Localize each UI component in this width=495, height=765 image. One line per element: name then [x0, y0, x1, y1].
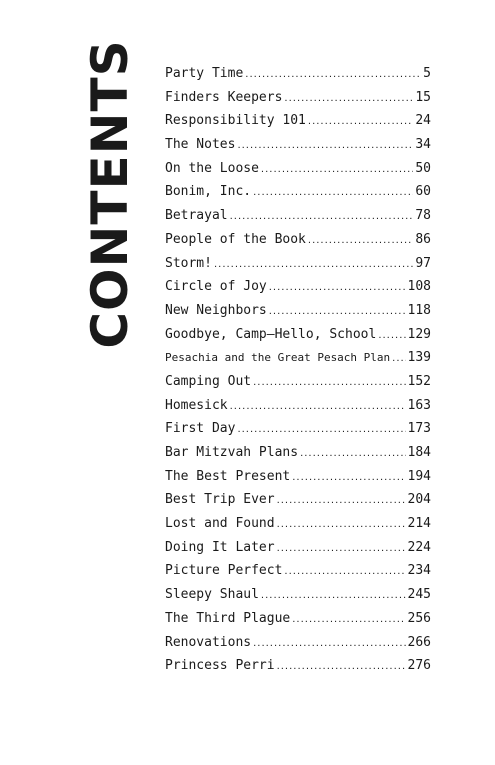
toc-entry-title: The Notes	[165, 137, 236, 153]
toc-entry-title: Betrayal	[165, 208, 228, 224]
toc-entry	[165, 441, 431, 465]
toc-entry-title: Renovations	[165, 634, 252, 650]
dot-leader	[230, 205, 414, 229]
toc-entry	[165, 228, 431, 252]
dot-leader	[253, 371, 405, 395]
dot-leader	[269, 300, 406, 324]
toc-entry	[165, 583, 431, 607]
toc-entry	[165, 417, 431, 441]
toc-entry	[165, 275, 431, 299]
toc-entry-page: 97	[415, 255, 431, 271]
toc-entry-title: Picture Perfect	[165, 563, 283, 579]
toc-entry-page: 129	[407, 326, 431, 342]
toc-entry-title: Sleepy Shaul	[165, 587, 259, 603]
dot-leader	[253, 181, 413, 205]
toc-entry-title: New Neighbors	[165, 302, 267, 318]
toc-entry-title: On the Loose	[165, 160, 259, 176]
dot-leader	[230, 395, 406, 419]
toc-entry	[165, 536, 431, 560]
dot-leader	[277, 655, 406, 679]
toc-entry-page: 184	[407, 445, 431, 460]
dot-leader	[392, 347, 405, 371]
toc-entry-page: 34	[415, 137, 431, 153]
toc-entry-page: 139	[407, 350, 431, 366]
dot-leader	[277, 489, 406, 513]
dot-leader	[277, 513, 406, 537]
toc-entry-title: Doing It Later	[165, 539, 275, 555]
dot-leader	[237, 418, 405, 442]
dot-leader	[269, 276, 406, 300]
toc-entry-title: Pesachia and the Great Pesach Plan	[165, 351, 391, 365]
toc-entry	[165, 62, 431, 86]
toc-entry-title: Lost and Found	[165, 516, 275, 532]
table-of-contents	[165, 62, 431, 678]
toc-entry-title: Best Trip Ever	[165, 492, 275, 508]
dot-leader	[245, 63, 421, 87]
toc-entry-title: People of the Book	[165, 231, 306, 247]
toc-entry-title: Circle of Joy	[165, 279, 267, 295]
toc-entry-page: 5	[423, 66, 431, 81]
toc-entry-title: Goodbye, Camp—Hello, School	[165, 326, 377, 342]
toc-entry-page: 60	[415, 184, 431, 200]
toc-entry	[165, 370, 431, 394]
toc-entry	[165, 299, 431, 323]
toc-entry-title: Finders Keepers	[165, 89, 283, 105]
toc-entry-page: 152	[407, 373, 431, 389]
toc-entry-title: Homesick	[165, 397, 228, 413]
toc-entry	[165, 133, 431, 157]
contents-heading	[81, 39, 139, 349]
dot-leader	[261, 158, 413, 182]
toc-entry	[165, 607, 431, 631]
toc-entry-title: Princess Perri	[165, 658, 275, 674]
toc-entry-title: Bar Mitzvah Plans	[165, 445, 299, 460]
dot-leader	[237, 134, 413, 158]
dot-leader	[261, 584, 406, 608]
toc-entry-title: The Best Present	[165, 468, 291, 484]
dot-leader	[292, 608, 405, 632]
toc-entry-page: 50	[415, 160, 431, 176]
toc-entry-page: 173	[407, 421, 431, 437]
toc-entry-page: 234	[407, 563, 431, 579]
toc-entry	[165, 157, 431, 181]
toc-entry-title: First Day	[165, 421, 236, 437]
toc-entry-page: 214	[407, 516, 431, 532]
toc-entry-page: 24	[415, 113, 431, 129]
toc-entry	[165, 512, 431, 536]
dot-leader	[214, 253, 413, 277]
toc-entry	[165, 180, 431, 204]
toc-entry	[165, 631, 431, 655]
toc-entry	[165, 346, 431, 370]
toc-entry-page: 108	[407, 279, 431, 295]
toc-entry-page: 15	[415, 89, 431, 105]
toc-entry-title: Party Time	[165, 66, 244, 81]
toc-entry-page: 78	[415, 208, 431, 224]
dot-leader	[378, 324, 405, 348]
toc-entry	[165, 394, 431, 418]
toc-entry-page: 86	[415, 231, 431, 247]
toc-entry-page: 204	[407, 492, 431, 508]
contents-heading-text: CONTENTS	[81, 39, 139, 349]
dot-leader	[277, 537, 406, 561]
dot-leader	[284, 87, 413, 111]
toc-entry	[165, 323, 431, 347]
toc-entry-title: Bonim, Inc.	[165, 184, 252, 200]
toc-entry	[165, 109, 431, 133]
toc-entry-title: Storm!	[165, 255, 212, 271]
toc-entry-page: 276	[407, 658, 431, 674]
toc-entry-page: 163	[407, 397, 431, 413]
toc-entry-page: 224	[407, 539, 431, 555]
toc-entry-title: Responsibility 101	[165, 113, 306, 129]
dot-leader	[253, 632, 405, 656]
toc-entry	[165, 204, 431, 228]
toc-entry-page: 266	[407, 634, 431, 650]
toc-entry-title: Camping Out	[165, 373, 252, 389]
toc-entry	[165, 488, 431, 512]
toc-entry	[165, 654, 431, 678]
toc-entry-page: 256	[407, 610, 431, 626]
toc-entry-page: 194	[407, 468, 431, 484]
toc-entry	[165, 86, 431, 110]
toc-entry	[165, 559, 431, 583]
toc-entry-title: The Third Plague	[165, 610, 291, 626]
dot-leader	[292, 466, 405, 490]
dot-leader	[300, 442, 405, 466]
toc-entry-page: 245	[407, 587, 431, 603]
dot-leader	[308, 229, 413, 253]
toc-entry-page: 118	[407, 302, 431, 318]
dot-leader	[308, 110, 413, 134]
toc-entry	[165, 252, 431, 276]
toc-entry	[165, 465, 431, 489]
dot-leader	[284, 560, 405, 584]
